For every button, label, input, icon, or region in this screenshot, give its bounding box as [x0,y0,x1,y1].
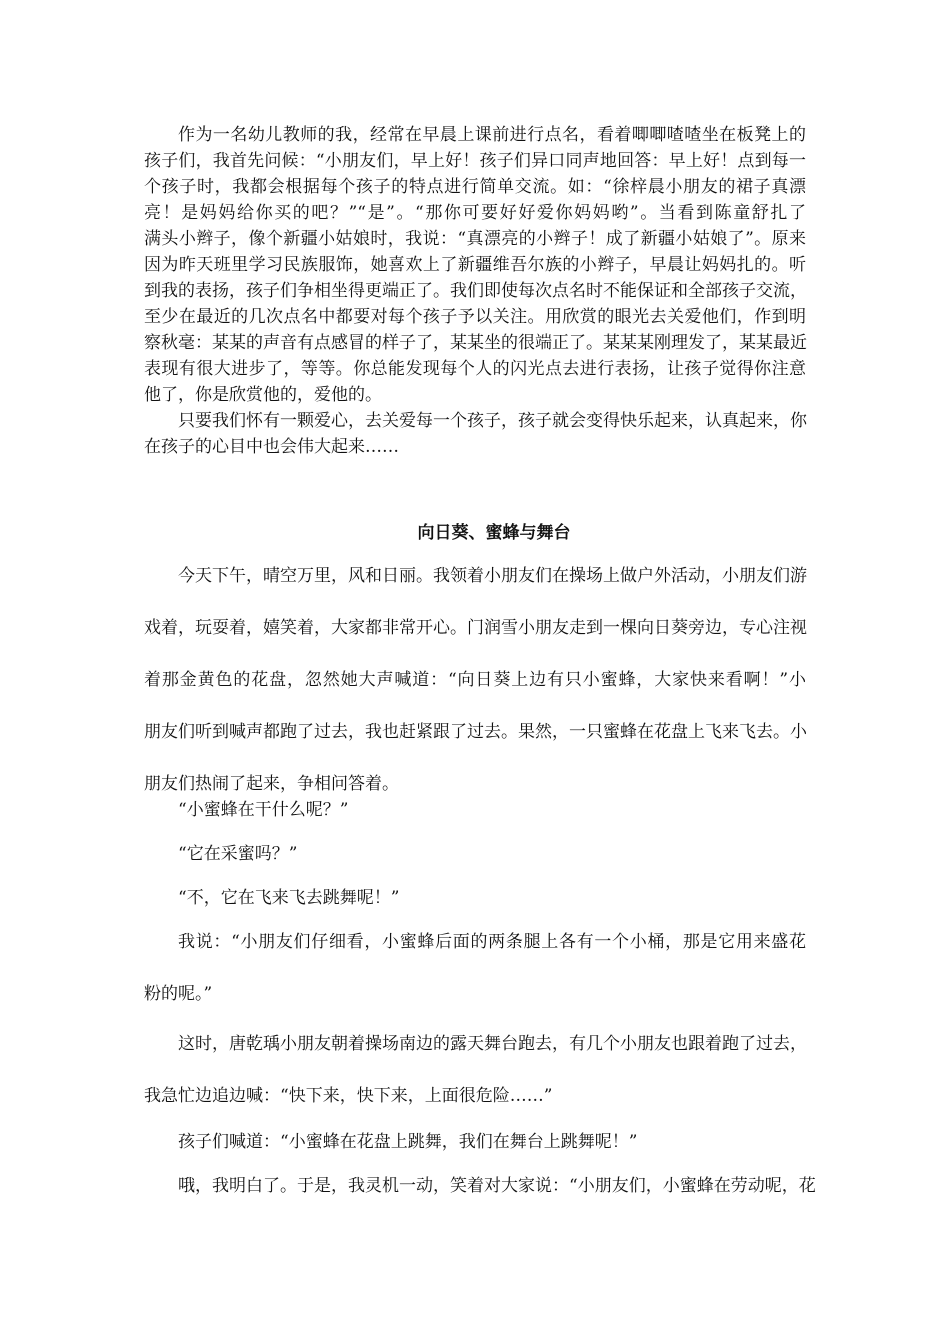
paragraph [144,1173,816,1203]
text-line: 朋友们热闹了起来，争相问答着。 [144,774,399,794]
text-line: 这时，唐乾瑀小朋友朝着操场南边的露天舞台跑去，有几个小朋友也跟着跑了过去， [178,1034,807,1054]
section-title: 向日葵、蜜蜂与舞台 [417,523,571,543]
text-line: “它在采蜜吗？” [178,844,298,864]
text-line: 只要我们怀有一颗爱心，去关爱每一个孩子，孩子就会变得快乐起来，认真起来，你 [178,411,807,431]
paragraph [144,841,806,885]
text-line: 哦，我明白了。于是，我灵机一动，笑着对大家说：“小朋友们，小蜜蜂在劳动呢，花 [178,1176,816,1196]
paragraph [144,1031,806,1129]
text-line: 亮！是妈妈给你买的吧？”“是”。“那你可要好好爱你妈妈哟”。当看到陈童舒扎了 [144,203,806,223]
paragraph [144,797,806,841]
section2-text [144,563,816,1203]
text-line: 表现有很大进步了，等等。你总能发现每个人的闪光点去进行表扬，让孩子觉得你注意 [144,359,806,379]
text-line: 着那金黄色的花盘，忽然她大声喊道：“向日葵上边有只小蜜蜂，大家快来看啊！”小 [144,670,806,690]
section1-text [144,122,806,460]
text-line: 满头小辫子，像个新疆小姑娘时，我说：“真漂亮的小辫子！成了新疆小姑娘了”。原来 [144,229,806,249]
text-line: 在孩子的心目中也会伟大起来…… [144,437,399,457]
text-line: 我急忙边追边喊：“快下来，快下来，上面很危险……” [144,1086,553,1106]
paragraph [144,929,806,1031]
text-line: 孩子们，我首先问候：“小朋友们，早上好！孩子们异口同声地回答：早上好！点到每一 [144,151,806,171]
text-line: 作为一名幼儿教师的我，经常在早晨上课前进行点名，看着唧唧喳喳坐在板凳上的 [178,125,806,145]
paragraph [144,885,806,929]
text-line: 粉的呢。” [144,984,213,1004]
text-line: 到我的表扬，孩子们争相坐得更端正了。我们即使每次点名时不能保证和全部孩子交流， [144,281,807,301]
text-line: 察秋毫：某某的声音有点感冒的样子了，某某坐的很端正了。某某某刚理发了，某某最近 [144,333,807,353]
text-line: 我说：“小朋友们仔细看，小蜜蜂后面的两条腿上各有一个小桶，那是它用来盛花 [178,932,806,952]
text-line: “不，它在飞来飞去跳舞呢！” [178,888,400,908]
text-line: 戏着，玩耍着，嬉笑着，大家都非常开心。门润雪小朋友走到一棵向日葵旁边，专心注视 [144,618,807,638]
paragraph [144,563,806,797]
paragraph [144,1129,806,1173]
text-line: “小蜜蜂在干什么呢？” [178,800,349,820]
text-line: 个孩子时，我都会根据每个孩子的特点进行简单交流。如：“徐梓晨小朋友的裙子真漂 [144,177,806,197]
text-line: 朋友们听到喊声都跑了过去，我也赶紧跟了过去。果然，一只蜜蜂在花盘上飞来飞去。小 [144,722,807,742]
text-line: 今天下午，晴空万里，风和日丽。我领着小朋友们在操场上做户外活动，小朋友们游 [178,566,807,586]
text-line: 因为昨天班里学习民族服饰，她喜欢上了新疆维吾尔族的小辫子，早晨让妈妈扎的。听 [144,255,806,275]
text-line: 他了，你是欣赏他的，爱他的。 [144,385,382,405]
text-line: 孩子们喊道：“小蜜蜂在花盘上跳舞，我们在舞台上跳舞呢！” [178,1132,638,1152]
text-line: 至少在最近的几次点名中都要对每个孩子予以关注。用欣赏的眼光去关爱他们，作到明 [144,307,806,327]
